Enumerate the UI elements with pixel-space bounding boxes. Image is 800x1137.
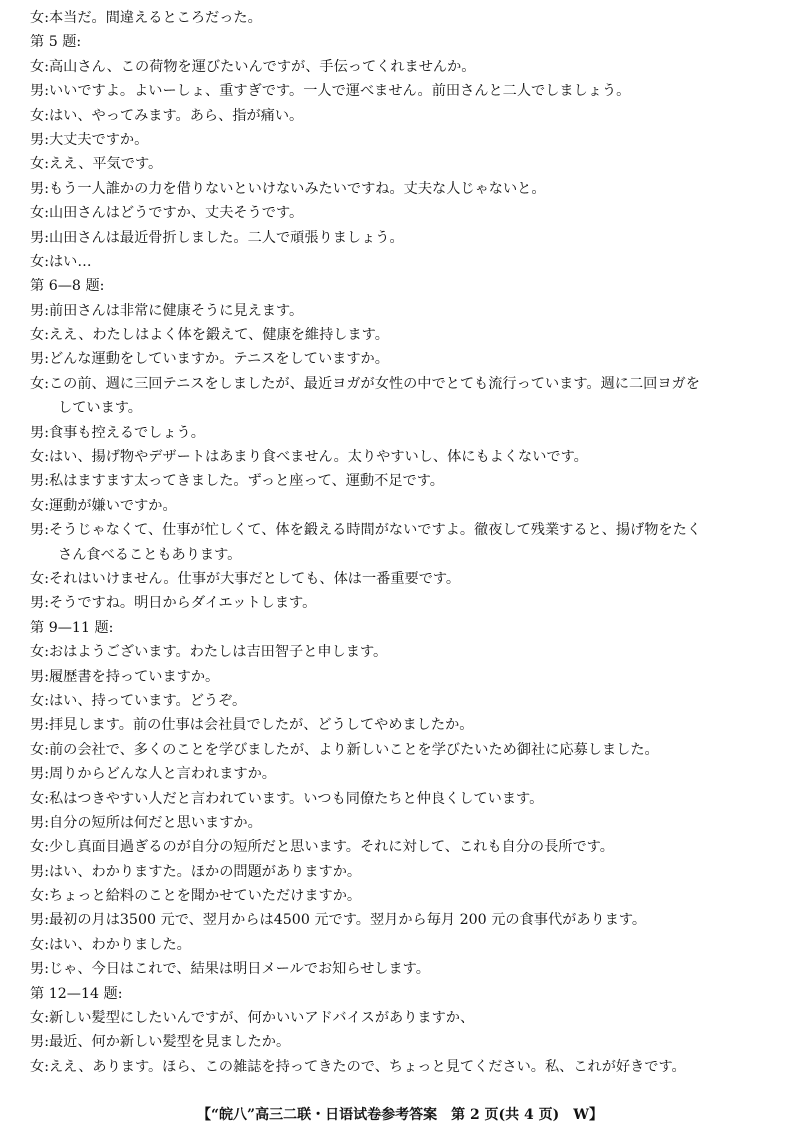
dialogue-line-continuation: さん食べることもあります。	[58, 546, 242, 563]
dialogue-line: 男:そうですね。明日からダイエットします。	[30, 595, 317, 612]
dialogue-line: 女:はい、やってみます。あら、指が痛い。	[30, 107, 304, 124]
dialogue-line: 女:ええ、わたしはよく体を鍛えて、健康を維持します。	[30, 327, 389, 344]
dialogue-line: 女:ちょっと給料のことを聞かせていただけますか。	[30, 888, 362, 905]
dialogue-line: 男:大丈夫ですか。	[30, 131, 149, 148]
dialogue-line: 女:新しい髪型にしたいんですが、何かいいアドバイスがありますか、	[30, 1010, 475, 1027]
dialogue-line: 女:はい…	[30, 253, 92, 270]
dialogue-line: 女:少し真面目過ぎるのが自分の短所だと思います。それに対して、これも自分の長所です。	[30, 839, 614, 856]
page-footer: 【“皖八”高三二联・日语试卷参考答案 第 2 页(共 4 页) W】	[196, 1107, 604, 1123]
dialogue-line: 女:ええ、平気です。	[30, 156, 163, 173]
dialogue-line: 女:ええ、あります。ほら、この雑誌を持ってきたので、ちょっと見てください。私、これが好きです。	[30, 1058, 686, 1075]
dialogue-line: 男:どんな運動をしていますか。テニスをしていますか。	[30, 351, 389, 368]
dialogue-line: 男:周りからどんな人と言われますか。	[30, 766, 276, 783]
question-header: 第 9—11 题:	[30, 619, 114, 636]
dialogue-line: 女:はい、揚げ物やデザートはあまり食べません。太りやすいし、体にもよくないです。	[30, 449, 588, 466]
dialogue-line: 男:前田さんは非常に健康そうに見えます。	[30, 302, 304, 319]
dialogue-line: 女:高山さん、この荷物を運びたいんですが、手伝ってくれませんか。	[30, 58, 476, 75]
dialogue-line: 女:それはいけません。仕事が大事だとしても、体は一番重要です。	[30, 570, 461, 587]
question-header: 第 6—8 题:	[30, 278, 105, 295]
dialogue-line-continuation: しています。	[58, 400, 142, 417]
dialogue-line: 男:食事も控えるでしょう。	[30, 424, 205, 441]
dialogue-line: 女:山田さんはどうですか、丈夫そうです。	[30, 205, 304, 222]
question-header: 第 12—14 题:	[30, 985, 123, 1002]
dialogue-line: 男:いいですよ。よいーしょ、重すぎです。一人で運べません。前田さんと二人でしましょう。	[30, 83, 631, 100]
dialogue-line: 男:もう一人誰かの力を借りないといけないみたいですね。丈夫な人じゃないと。	[30, 180, 546, 197]
dialogue-line: 男:はい、わかりますた。ほかの問題がありますか。	[30, 863, 362, 880]
dialogue-line: 男:そうじゃなくて、仕事が忙しくて、体を鍛える時間がないですよ。徹夜して残業すると、揚げ物をたく	[30, 522, 702, 539]
dialogue-line: 女:この前、週に三回テニスをしましたが、最近ヨガが女性の中でとても流行っています。週に二回ヨガを	[30, 375, 700, 392]
dialogue-line: 男:私はますます太ってきました。ずっと座って、運動不足です。	[30, 473, 444, 490]
dialogue-line: 男:最初の月は3500 元で、翌月からは4500 元です。翌月から毎月 200 元の食事代があります。	[30, 912, 647, 929]
dialogue-line: 女:はい、持っています。どうぞ。	[30, 692, 247, 709]
dialogue-line: 男:履歴書を持っていますか。	[30, 668, 220, 685]
dialogue-line: 女:おはようございます。わたしは吉田智子と申します。	[30, 644, 388, 661]
dialogue-line: 男:じゃ、今日はこれで、結果は明日メールでお知らせします。	[30, 961, 430, 978]
dialogue-line: 男:自分の短所は何だと思いますか。	[30, 814, 262, 831]
dialogue-line: 女:私はつきやすい人だと言われています。いつも同僚たちと仲良くしています。	[30, 790, 544, 807]
dialogue-line: 女:本当だ。間違えるところだった。	[30, 10, 262, 26]
dialogue-line: 女:はい、わかりました。	[30, 936, 191, 953]
dialogue-line: 女:運動が嫌いですか。	[30, 497, 177, 514]
document-body	[30, 6, 778, 1079]
question-header: 第 5 题:	[30, 34, 82, 51]
dialogue-line: 女:前の会社で、多くのことを学びましたが、より新しいことを学びたいため御社に応募しました。	[30, 741, 659, 758]
dialogue-line: 男:最近、何か新しい髪型を見ましたか。	[30, 1034, 291, 1051]
dialogue-line: 男:拝見します。前の仕事は会社員でしたが、どうしてやめましたか。	[30, 717, 474, 734]
dialogue-line: 男:山田さんは最近骨折しました。二人で頑張りましょう。	[30, 229, 404, 246]
